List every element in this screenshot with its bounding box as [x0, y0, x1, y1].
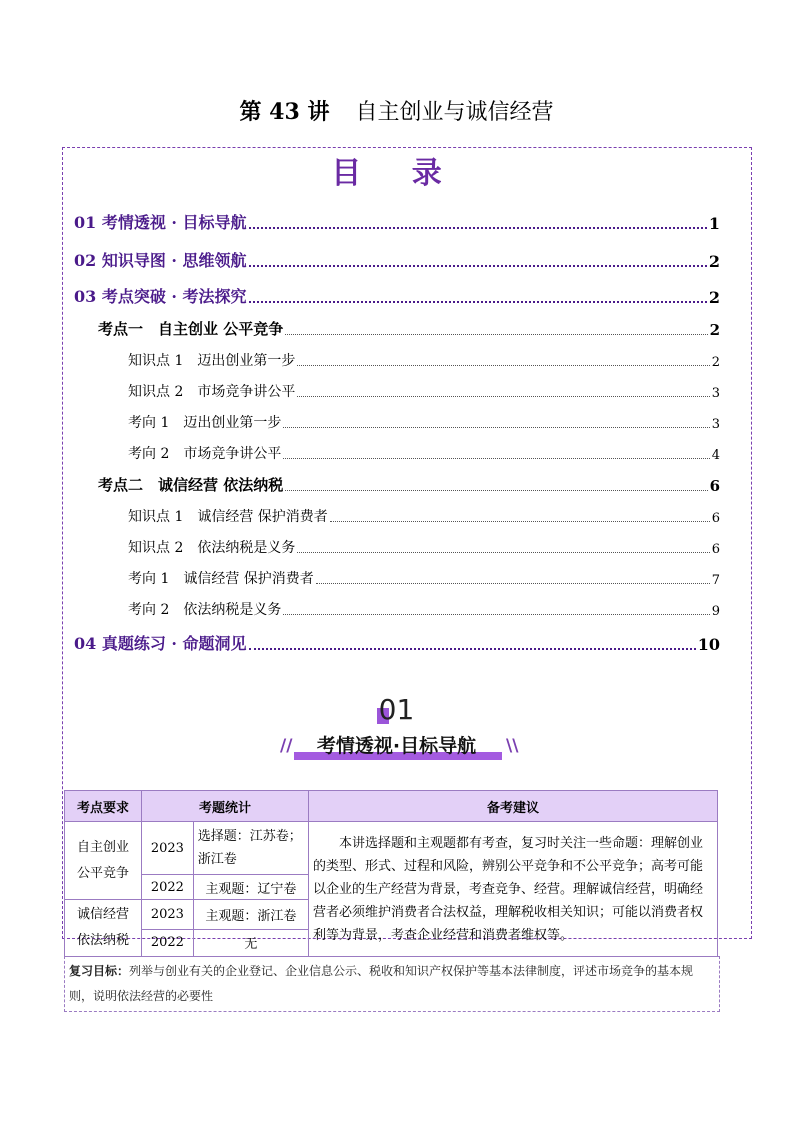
- year-cell: 2022: [142, 929, 194, 956]
- header-cell: 备考建议: [309, 791, 718, 822]
- toc-entry[interactable]: [128, 381, 720, 401]
- toc-entry-page: 6: [709, 477, 720, 495]
- stat-cell: 选择题：江苏卷；浙江卷: [193, 822, 308, 875]
- toc-leader-dots: [249, 648, 696, 650]
- toc-entry-page: 2: [708, 288, 720, 307]
- section-number: 01: [378, 693, 415, 726]
- toc-leader-dots: [283, 458, 709, 459]
- toc-leader-dots: [249, 227, 707, 229]
- banner-slash-left-icon: //: [280, 736, 293, 756]
- toc-entry-page: 6: [711, 511, 720, 526]
- toc-entry-text: 知识点 1 诚信经营 保护消费者: [128, 509, 328, 525]
- toc-leader-dots: [249, 265, 707, 267]
- toc-entry-page: 1: [708, 214, 720, 233]
- toc-entry-page: 4: [711, 448, 720, 463]
- lecture-number: 第 43 讲: [239, 99, 330, 125]
- toc-entry-text: 知识点 2 依法纳税是义务: [128, 540, 296, 556]
- toc-leader-dots: [330, 521, 710, 522]
- topic-cell: 自主创业 公平竞争: [65, 822, 142, 900]
- toc-leader-dots: [316, 583, 710, 584]
- toc-leader-dots: [297, 396, 709, 397]
- toc-entry[interactable]: [98, 474, 720, 495]
- stat-cell: 无: [193, 929, 308, 956]
- toc-leader-dots: [283, 614, 709, 615]
- toc-entry[interactable]: [74, 284, 720, 307]
- toc-entry[interactable]: [74, 631, 720, 654]
- toc-leader-dots: [285, 334, 707, 335]
- toc-entry-page: 2: [709, 321, 720, 339]
- year-cell: 2023: [142, 900, 194, 930]
- year-cell: 2022: [142, 875, 194, 900]
- toc-entry[interactable]: [128, 412, 720, 432]
- stat-cell: 主观题：浙江卷: [193, 900, 308, 930]
- toc-leader-dots: [297, 365, 709, 366]
- year-cell: 2023: [142, 822, 194, 875]
- table-header-row: [65, 791, 718, 822]
- toc-entry-page: 10: [697, 635, 720, 654]
- review-goal: [64, 956, 720, 1012]
- toc-entry-text: 03 考点突破 · 考法探究: [74, 287, 247, 306]
- toc-entry-text: 考点一 自主创业 公平竞争: [98, 320, 284, 338]
- toc-leader-dots: [297, 552, 709, 553]
- toc-heading: 目 录: [331, 156, 462, 191]
- toc-entry-text: 知识点 1 迈出创业第一步: [128, 353, 296, 369]
- toc-entry-page: 9: [711, 604, 720, 619]
- toc-entry[interactable]: [74, 210, 720, 233]
- toc-entry[interactable]: [74, 248, 720, 271]
- toc-entry-page: 3: [711, 417, 720, 432]
- toc-entry-text: 04 真题练习 · 命题洞见: [74, 634, 247, 653]
- toc-entry-text: 考点二 诚信经营 依法纳税: [98, 476, 284, 494]
- toc-leader-dots: [285, 490, 707, 491]
- toc-entry-text: 考向 2 市场竞争讲公平: [128, 446, 282, 462]
- toc-entry-text: 知识点 2 市场竞争讲公平: [128, 384, 296, 400]
- toc-entry-page: 7: [711, 573, 720, 588]
- header-cell: 考点要求: [65, 791, 142, 822]
- toc-entry[interactable]: [128, 350, 720, 370]
- lecture-topic: 自主创业与诚信经营: [355, 100, 554, 125]
- toc-entry-text: 考向 2 依法纳税是义务: [128, 602, 282, 618]
- toc-entry-page: 3: [711, 386, 720, 401]
- banner-slash-right-icon: \\: [506, 736, 519, 756]
- stat-cell: 主观题：辽宁卷: [193, 875, 308, 900]
- header-cell: 考题统计: [142, 791, 309, 822]
- toc-entry-page: 2: [711, 355, 720, 370]
- toc-entry[interactable]: [128, 568, 720, 588]
- toc-entry-page: 2: [708, 252, 720, 271]
- toc-entry[interactable]: [128, 537, 720, 557]
- toc-entry[interactable]: [128, 599, 720, 619]
- toc-entry-text: 考向 1 迈出创业第一步: [128, 415, 282, 431]
- toc-entry[interactable]: [128, 443, 720, 463]
- toc-entry[interactable]: [98, 318, 720, 339]
- page-title: [0, 95, 793, 126]
- toc-entry-text: 02 知识导图 · 思维领航: [74, 251, 247, 270]
- table-row: [65, 822, 718, 875]
- toc-entry-text: 01 考情透视 · 目标导航: [74, 213, 247, 232]
- exam-table: [64, 790, 718, 957]
- toc-entry-text: 考向 1 诚信经营 保护消费者: [128, 571, 314, 587]
- advice-cell: 本讲选择题和主观题都有考查，复习时关注一些命题：理解创业的类型、形式、过程和风险，辨别公平竞争和不公平竞争；高考可能以企业的生产经营为背景，考查竞争、经营。理解诚信经营，明确经营者必须维护消费者合法权益，理解税收相关知识；可能以消费者权利等为背景，考查企业经营和消费者维权等。: [309, 822, 718, 957]
- toc-entry[interactable]: [128, 506, 720, 526]
- topic-cell: 诚信经营 依法纳税: [65, 900, 142, 957]
- toc-leader-dots: [283, 427, 709, 428]
- toc-entry-page: 6: [711, 542, 720, 557]
- toc-leader-dots: [249, 301, 707, 303]
- section-title: 考情透视·目标导航: [316, 735, 477, 757]
- review-goal-text: 列举与创业有关的企业登记、企业信息公示、税收和知识产权保护等基本法律制度，评述市场竞争的基本规则，说明依法经营的必要性: [69, 964, 694, 1003]
- review-goal-label: 复习目标：: [69, 964, 130, 978]
